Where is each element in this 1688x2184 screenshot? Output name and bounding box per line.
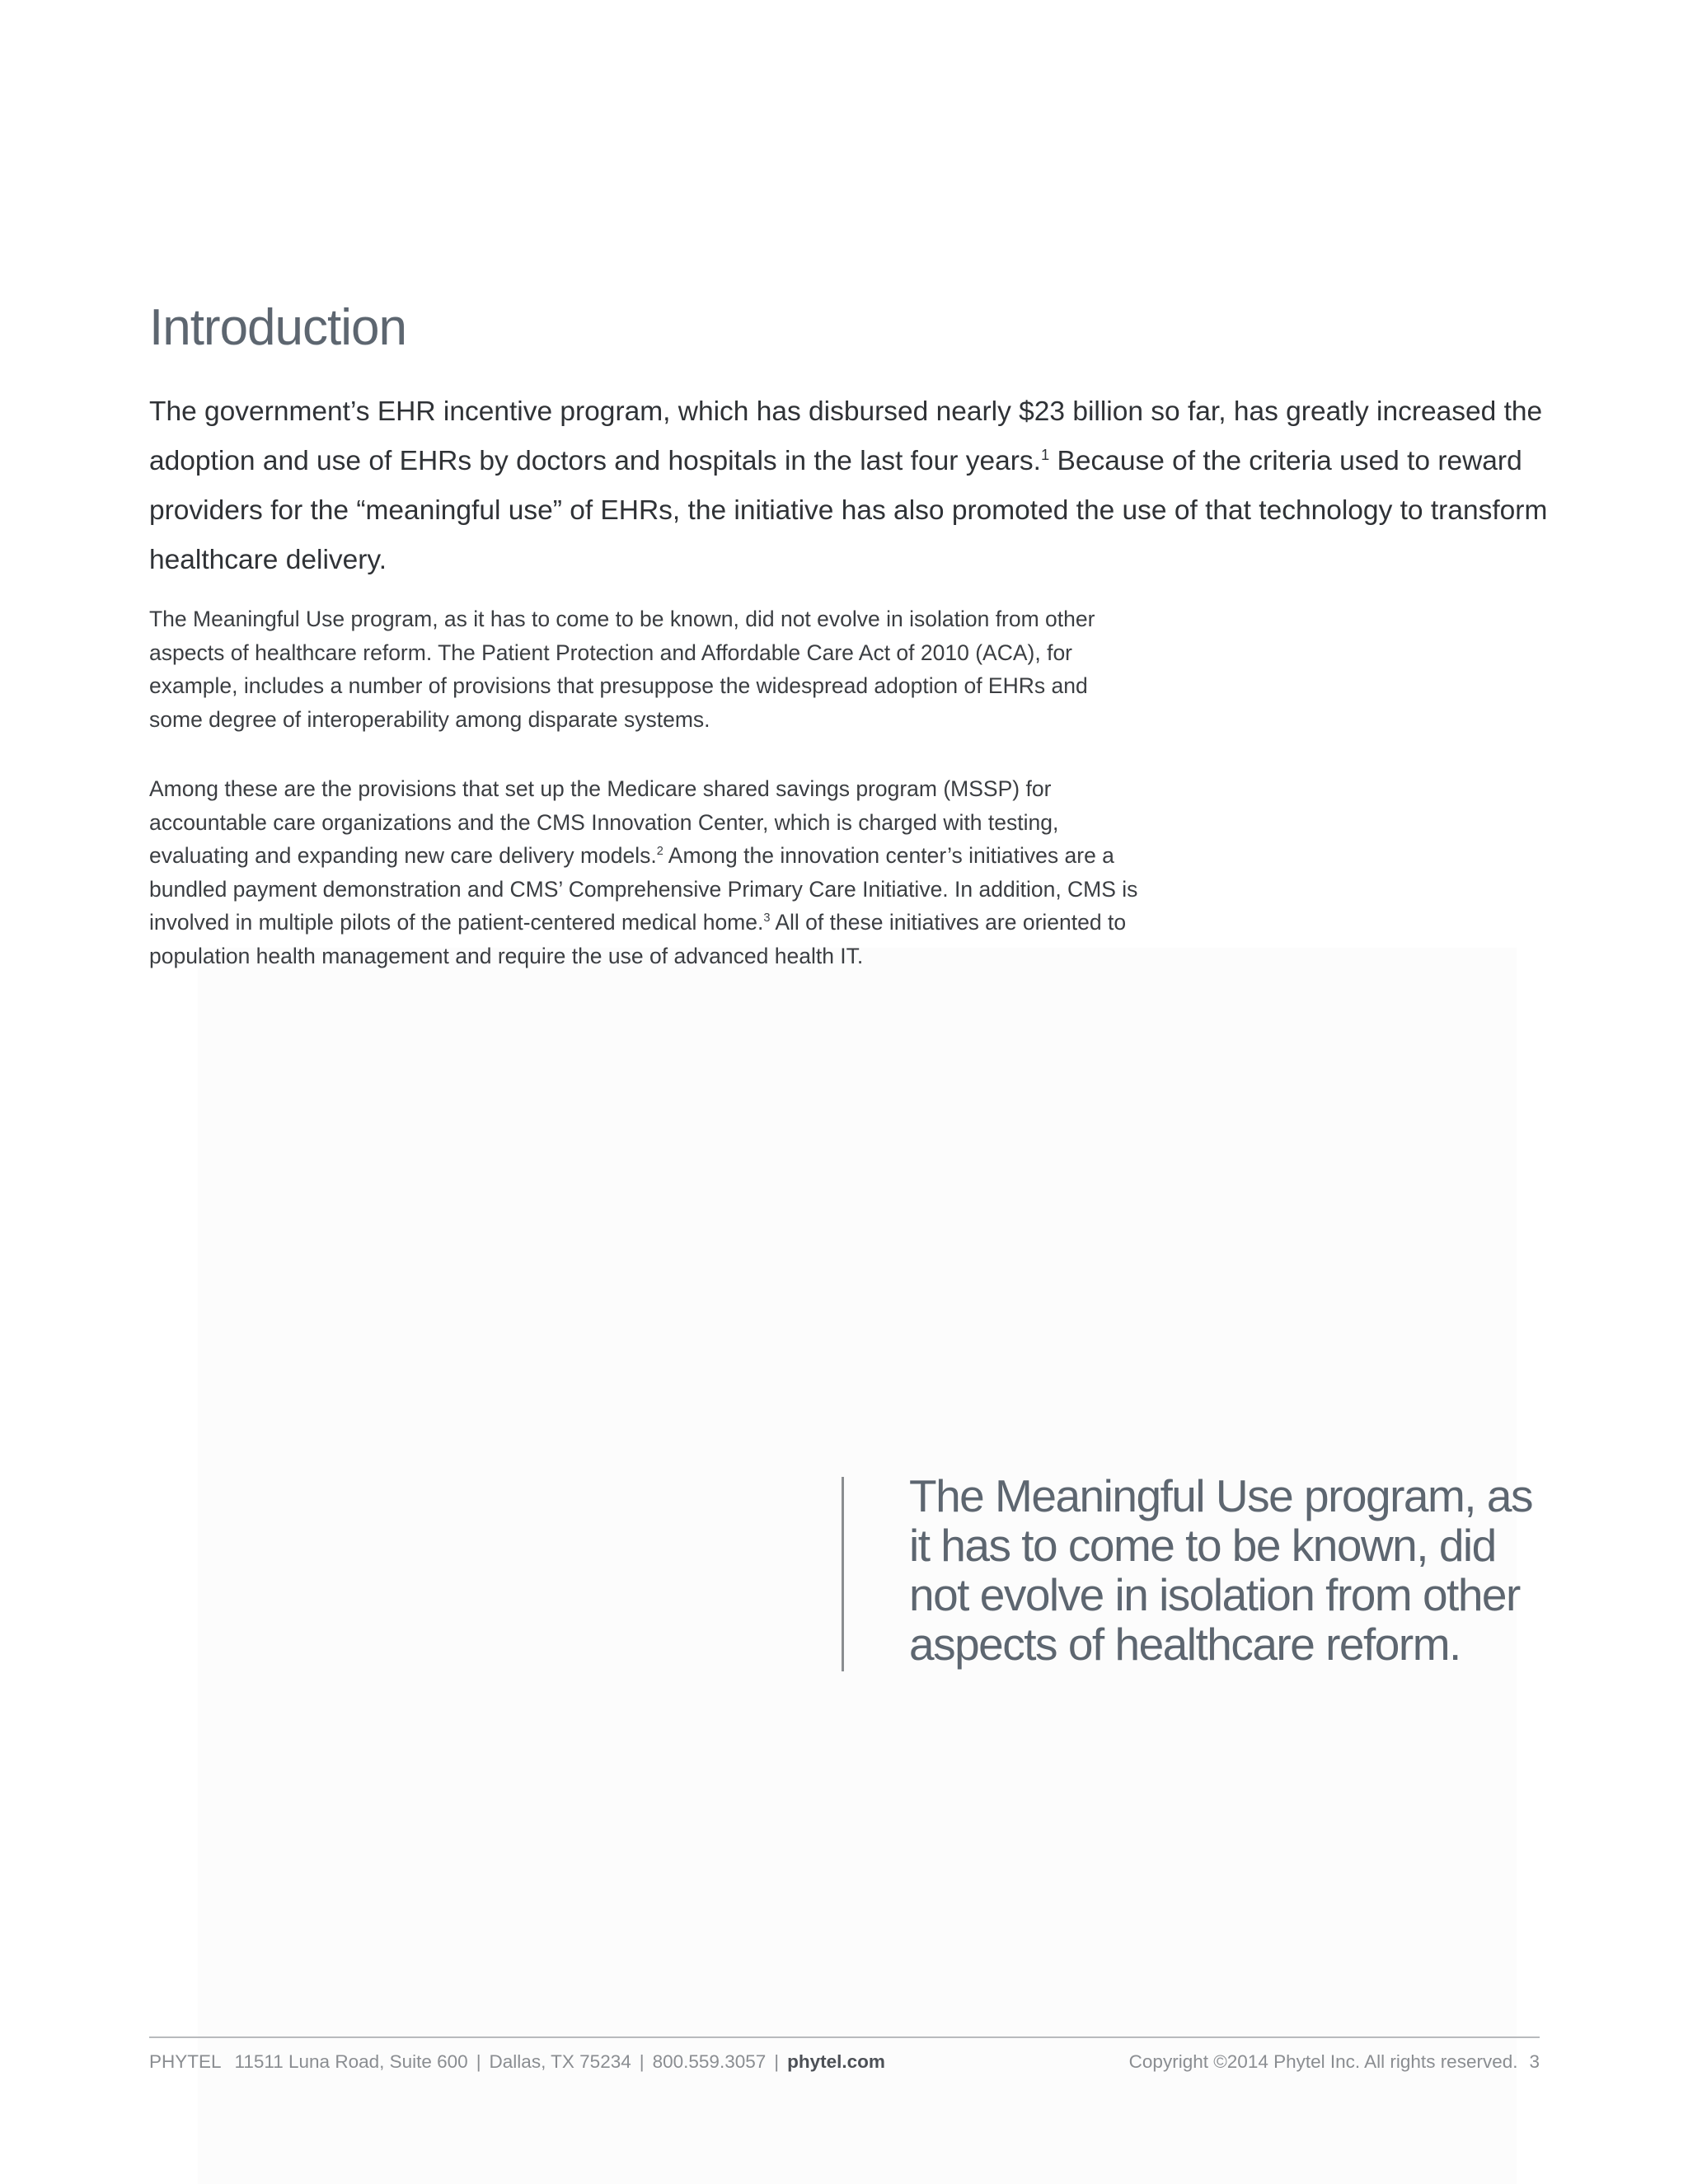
footer-legal	[1129, 2051, 1540, 2073]
footer-city: Dallas, TX 75234	[489, 2051, 631, 2072]
footer-phone: 800.559.3057	[652, 2051, 767, 2072]
pull-quote-line: aspects of healthcare reform.	[909, 1619, 1461, 1670]
pull-quote-line: The Meaningful Use program, as	[909, 1470, 1532, 1521]
footer-copyright: Copyright ©2014 Phytel Inc. All rights reserved.	[1128, 2051, 1518, 2072]
footer-divider	[149, 2036, 1540, 2038]
lead-text: adoption and use of EHRs by doctors and hospitals in the last four years.	[149, 446, 1041, 476]
body-text: Among the innovation center’s initiatives are a	[663, 843, 1114, 868]
footnote-ref: 2	[656, 845, 663, 859]
footer-company: PHYTEL	[149, 2051, 222, 2072]
footer-separator: |	[639, 2051, 645, 2072]
footer-address: 11511 Luna Road, Suite 600	[234, 2051, 468, 2072]
footer-separator: |	[774, 2051, 780, 2072]
footnote-ref: 1	[1040, 445, 1050, 463]
body-line: population health management and require the use of advanced health IT.	[149, 943, 864, 968]
lead-paragraph	[149, 387, 1567, 585]
pull-quote-line: it has to come to be known, did	[909, 1520, 1496, 1571]
body-paragraph-2	[149, 772, 1237, 972]
body-line: some degree of interoperability among disparate systems.	[149, 706, 710, 732]
pull-quote-line: not evolve in isolation from other	[909, 1569, 1520, 1620]
footer-website-link[interactable]: phytel.com	[787, 2051, 885, 2072]
lead-line: healthcare delivery.	[149, 545, 387, 575]
body-line: accountable care organizations and the CMS Innovation Center, which is charged with testing,	[149, 809, 1059, 835]
body-line	[149, 839, 1237, 873]
body-text: All of these initiatives are oriented to	[770, 910, 1127, 935]
lead-line: providers for the “meaningful use” of EHRs, the initiative has also promoted the use of that technology to transform	[149, 495, 1548, 526]
body-line: Among these are the provisions that set up the Medicare shared savings program (MSSP) for	[149, 776, 1052, 801]
body-text: involved in multiple pilots of the patient-centered medical home.	[149, 910, 764, 935]
footnote-ref: 3	[763, 912, 771, 926]
body-paragraph-1	[149, 602, 1237, 736]
page-title: Introduction	[149, 299, 406, 356]
lead-text: Because of the criteria used to reward	[1049, 446, 1522, 476]
page-number: 3	[1529, 2051, 1540, 2072]
body-line: example, includes a number of provisions that presuppose the widespread adoption of EHRs and	[149, 673, 1088, 698]
pull-quote	[909, 1471, 1532, 1669]
lead-line	[149, 437, 1567, 486]
body-line: bundled payment demonstration and CMS’ Comprehensive Primary Care Initiative. In addition, CMS is	[149, 876, 1138, 902]
footer-separator: |	[476, 2051, 481, 2072]
body-line	[149, 906, 1237, 940]
pull-quote-rule	[842, 1477, 844, 1671]
body-line: aspects of healthcare reform. The Patient Protection and Affordable Care Act of 2010 (ACA), for	[149, 640, 1073, 665]
footer-contact	[149, 2051, 885, 2073]
body-text: evaluating and expanding new care delivery models.	[149, 843, 657, 868]
body-line: The Meaningful Use program, as it has to come to be known, did not evolve in isolation from other	[149, 607, 1095, 631]
lead-line: The government’s EHR incentive program, which has disbursed nearly $23 billion so far, has greatly increased the	[149, 396, 1543, 427]
